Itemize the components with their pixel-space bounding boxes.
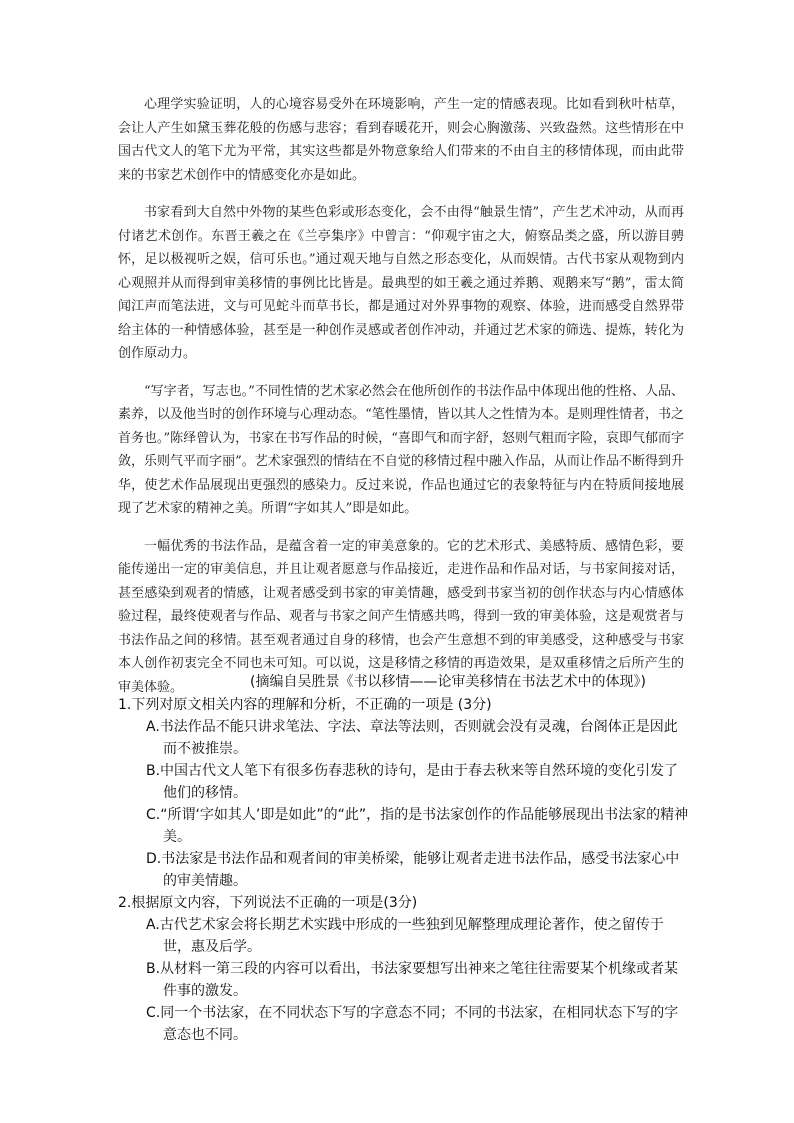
question-option-d: D.书法家是书法作品和观者间的审美桥梁，能够让观者走进书法作品，感受书法家心中的审美情趣。 [146, 851, 680, 889]
passage-paragraph-2: 书家看到大自然中外物的某些色彩或形态变化，会不由得“触景生情”，产生艺术冲动，从而再付诸艺术创作。东晋王羲之在《兰亭集序》中曾言：“仰观宇宙之大，俯察品类之盛，所以游目骋怀，足以极视听之娱，信可乐也。”通过观天地与自然之形态变化，从而娱情。古代书家从观物到内心观照并从而得到审美移情的事例比比皆是。最典型的如王羲之通过养鹅、观鹅来写“鹅”，雷太简闻江声而笔法进，文与可见蛇斗而草书长，都是通过对外界事物的观察、体验，进而感受自然界带给主体的一种情感体验，甚至是一种创作灵感或者创作冲动，并通过艺术家的筛选、提炼，转化为创作原动力。 [118, 205, 684, 361]
question-option-c: C.“所谓‘字如其人’即是如此”的“此”，指的是书法家创作的作品能够展现出书法家的精神美。 [146, 807, 689, 845]
reading-passage [118, 93, 684, 713]
passage-paragraph-1: 心理学实验证明，人的心境容易受外在环境影响，产生一定的情感表现。比如看到秋叶枯草，会让人产生如黛玉葬花般的伤感与悲容；看到春暖花开，则会心胸激荡、兴致盎然。这些情形在中国古代文人的笔下尤为平常，其实这些都是外物意象给人们带来的不由自主的移情体现，而由此带来的书家艺术创作中的情感变化亦是如此。 [118, 97, 684, 183]
question-list [118, 694, 690, 1046]
question-option-b: B.从材料一第三段的内容可以看出，书法家要想写出神来之笔往往需要某个机缘或者某件事的激发。 [146, 961, 679, 999]
question-option-b: B.中国古代文人笔下有很多伤春悲秋的诗句，是由于春去秋来等自然环境的变化引发了他们的移情。 [146, 763, 679, 801]
question-1 [118, 694, 690, 892]
question-option-c: C.同一个书法家，在不同状态下写的字意态不同；不同的书法家，在相同状态下写的字意态也不同。 [146, 1005, 679, 1043]
passage-paragraph-3: “写字者，写志也。”不同性情的艺术家必然会在他所创作的书法作品中体现出他的性格、人品、素养，以及他当时的创作环境与心理动态。“笔性墨情，皆以其人之性情为本。是则理性情者，书之首务也。”陈绎曾认为，书家在书写作品的时候，“喜即气和而字舒，怒则气粗而字险，哀即气郁而字敛，乐则气平而字丽”。艺术家强烈的情结在不自觉的移情过程中融入作品，从而让作品不断得到升华，使艺术作品展现出更强烈的感染力。反过来说，作品也通过它的表象特征与内在特质间接地展现了艺术家的精神之美。所谓“字如其人”即是如此。 [118, 383, 684, 516]
question-stem: 2.根据原文内容，下列说法不正确的一项是(3分) [118, 895, 418, 911]
question-2 [118, 892, 690, 1046]
question-option-a: A.书法作品不能只讲求笔法、字法、章法等法则，否则就会没有灵魂，台阁体正是因此而不被推崇。 [146, 719, 678, 757]
passage-paragraph-4: 一幅优秀的书法作品，是蕴含着一定的审美意象的。它的艺术形式、美感特质、感情色彩，要能传递出一定的审美信息，并且让观者愿意与作品接近，走进作品和作品对话，与书家间接对话，甚至感染到观者的情感，让观者感受到书家的审美情趣，感受到书家当初的创作状态与内心情感体验过程，最终使观者与作品、观者与书家之间产生情感共鸣，得到一致的审美体验，这是观赏者与书法作品之间的移情。甚至观者通过自身的移情，也会产生意想不到的审美感受，这种感受与书家本人创作初衷完全不同也未可知。可以说，这是移情之移情的再造效果，是双重移情之后所产生的审美体验。 [118, 538, 684, 695]
question-option-a: A.古代艺术家会将长期艺术实践中形成的一些独到见解整理成理论著作，使之留传于世，惠及后学。 [146, 917, 664, 955]
question-stem: 1.下列对原文相关内容的理解和分析，不正确的一项是 (3分) [118, 697, 492, 713]
passage-source: (摘编自吴胜景《书以移情——论审美移情在书法艺术中的体现》) [250, 674, 646, 690]
